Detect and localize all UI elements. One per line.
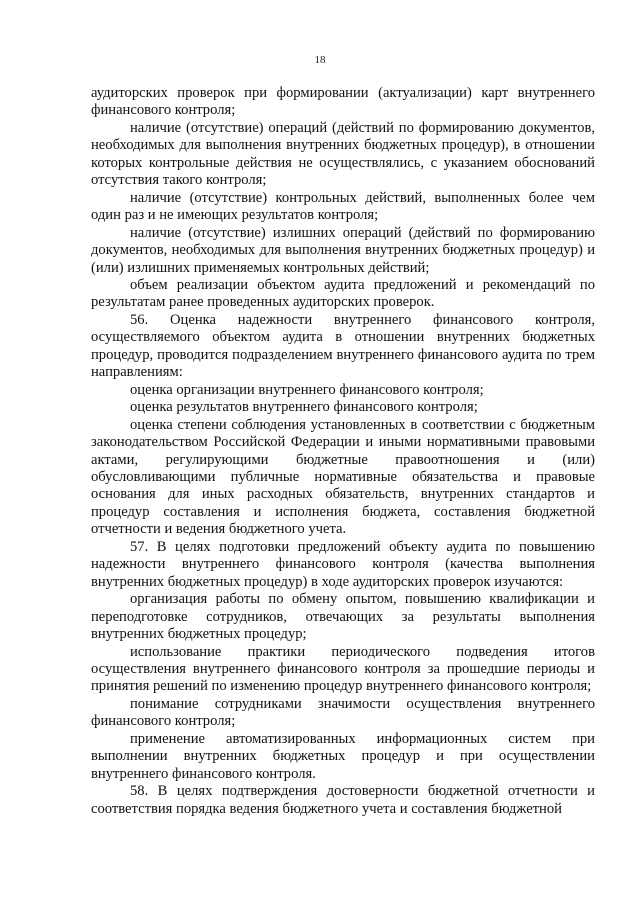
paragraph: наличие (отсутствие) контрольных действий, выполненных более чем один раз и не имеющих результатов контроля; xyxy=(91,189,595,224)
paragraph: использование практики периодического подведения итогов осуществления внутреннего финансового контроля за прошедшие периоды и принятия решений по изменению процедур внутреннего финансового контроля; xyxy=(91,643,595,695)
paragraph: аудиторских проверок при формировании (актуализации) карт внутреннего финансового контроля; xyxy=(91,85,595,119)
paragraph: наличие (отсутствие) операций (действий по формированию документов, необходимых для выполнения внутренних бюджетных процедур), в отношении которых контрольные действия не осуществлялись, с указанием обоснований отсутствия такого контроля; xyxy=(91,119,595,189)
paragraph: оценка результатов внутреннего финансового контроля; xyxy=(130,399,478,416)
paragraph: понимание сотрудниками значимости осуществления внутреннего финансового контроля; xyxy=(91,695,595,730)
paragraph: оценка степени соблюдения установленных в соответствии с бюджетным законодательством Российской Федерации и иными нормативными правовыми актами, регулирующими бюджетные правоотношения и (или) обусловливающими публичные нормативные обязательства и правовые основания для иных расходных обязательств, внутренних стандартов и процедур составления и исполнения бюджета, составления бюджетной отчетности и ведения бюджетного учета. xyxy=(91,416,595,538)
paragraph-section-58: 58. В целях подтверждения достоверности бюджетной отчетности и соответствия порядка ведения бюджетного учета и составления бюджетной xyxy=(91,783,595,817)
paragraph: оценка организации внутреннего финансового контроля; xyxy=(130,381,484,398)
document-body xyxy=(91,85,595,818)
paragraph: наличие (отсутствие) излишних операций (действий по формированию документов, необходимых для выполнения внутренних бюджетных процедур) и (или) излишних применяемых контрольных действий; xyxy=(91,224,595,276)
paragraph: объем реализации объектом аудита предложений и рекомендаций по результатам ранее проведенных аудиторских проверок. xyxy=(91,276,595,311)
paragraph-section-57: 57. В целях подготовки предложений объекту аудита по повышению надежности внутреннего финансового контроля (качества выполнения внутренних бюджетных процедур) в ходе аудиторских проверок изучаются: xyxy=(91,538,595,590)
paragraph: применение автоматизированных информационных систем при выполнении внутренних бюджетных процедур и при осуществлении внутреннего финансового контроля. xyxy=(91,730,595,782)
paragraph-section-56: 56. Оценка надежности внутреннего финансового контроля, осуществляемого объектом аудита в отношении внутренних бюджетных процедур, проводится подразделением внутреннего финансового аудита по трем направлениям: xyxy=(91,311,595,381)
paragraph: организация работы по обмену опытом, повышению квалификации и переподготовке сотрудников, отвечающих за результаты выполнения внутренних бюджетных процедур; xyxy=(91,591,595,643)
page-number: 18 xyxy=(314,54,326,66)
